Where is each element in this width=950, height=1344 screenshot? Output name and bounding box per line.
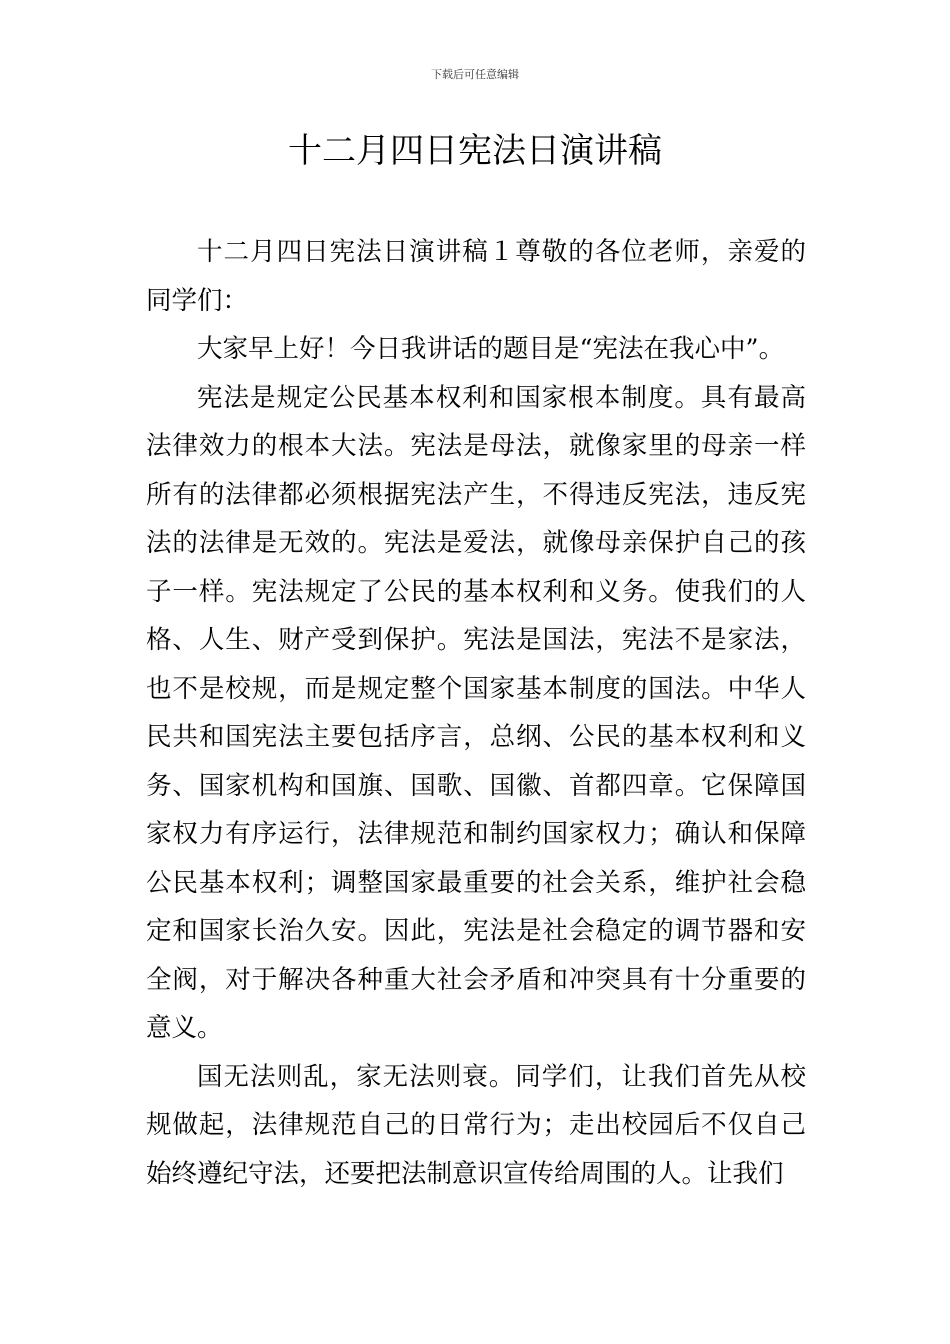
document-body xyxy=(146,228,806,1198)
paragraph-constitution: 宪法是规定公民基本权利和国家根本制度。具有最高法律效力的根本大法。宪法是母法，就像家里的母亲一样所有的法律都必须根据宪法产生，不得违反宪法，违反宪法的法律是无效的。宪法是爱法，就像母亲保护自己的孩子一样。宪法规定了公民的基本权利和义务。使我们的人格、人生、财产受到保护。宪法是国法，宪法不是家法，也不是校规，而是规定整个国家基本制度的国法。中华人民共和国宪法主要包括序言，总纲、公民的基本权利和义务、国家机构和国旗、国歌、国徽、首都四章。它保障国家权力有序运行，法律规范和制约国家权力；确认和保障公民基本权利；调整国家最重要的社会关系，维护社会稳定和国家长治久安。因此，宪法是社会稳定的调节器和安全阀，对于解决各种重大社会矛盾和冲突具有十分重要的意义。 xyxy=(146,382,806,1043)
header-note: 下载后可任意编辑 xyxy=(431,68,519,81)
paragraph-call-to-action: 国无法则乱，家无法则衰。同学们，让我们首先从校规做起，法律规范自己的日常行为；走出校园后不仅自己始终遵纪守法，还要把法制意识宣传给周围的人。让我们 xyxy=(146,1061,806,1189)
paragraph-opening: 大家早上好！今日我讲话的题目是“宪法在我心中”。 xyxy=(197,334,785,364)
page-title: 十二月四日宪法日演讲稿 xyxy=(288,131,662,171)
paragraph-greeting: 十二月四日宪法日演讲稿１尊敬的各位老师，亲爱的同学们： xyxy=(146,237,806,316)
